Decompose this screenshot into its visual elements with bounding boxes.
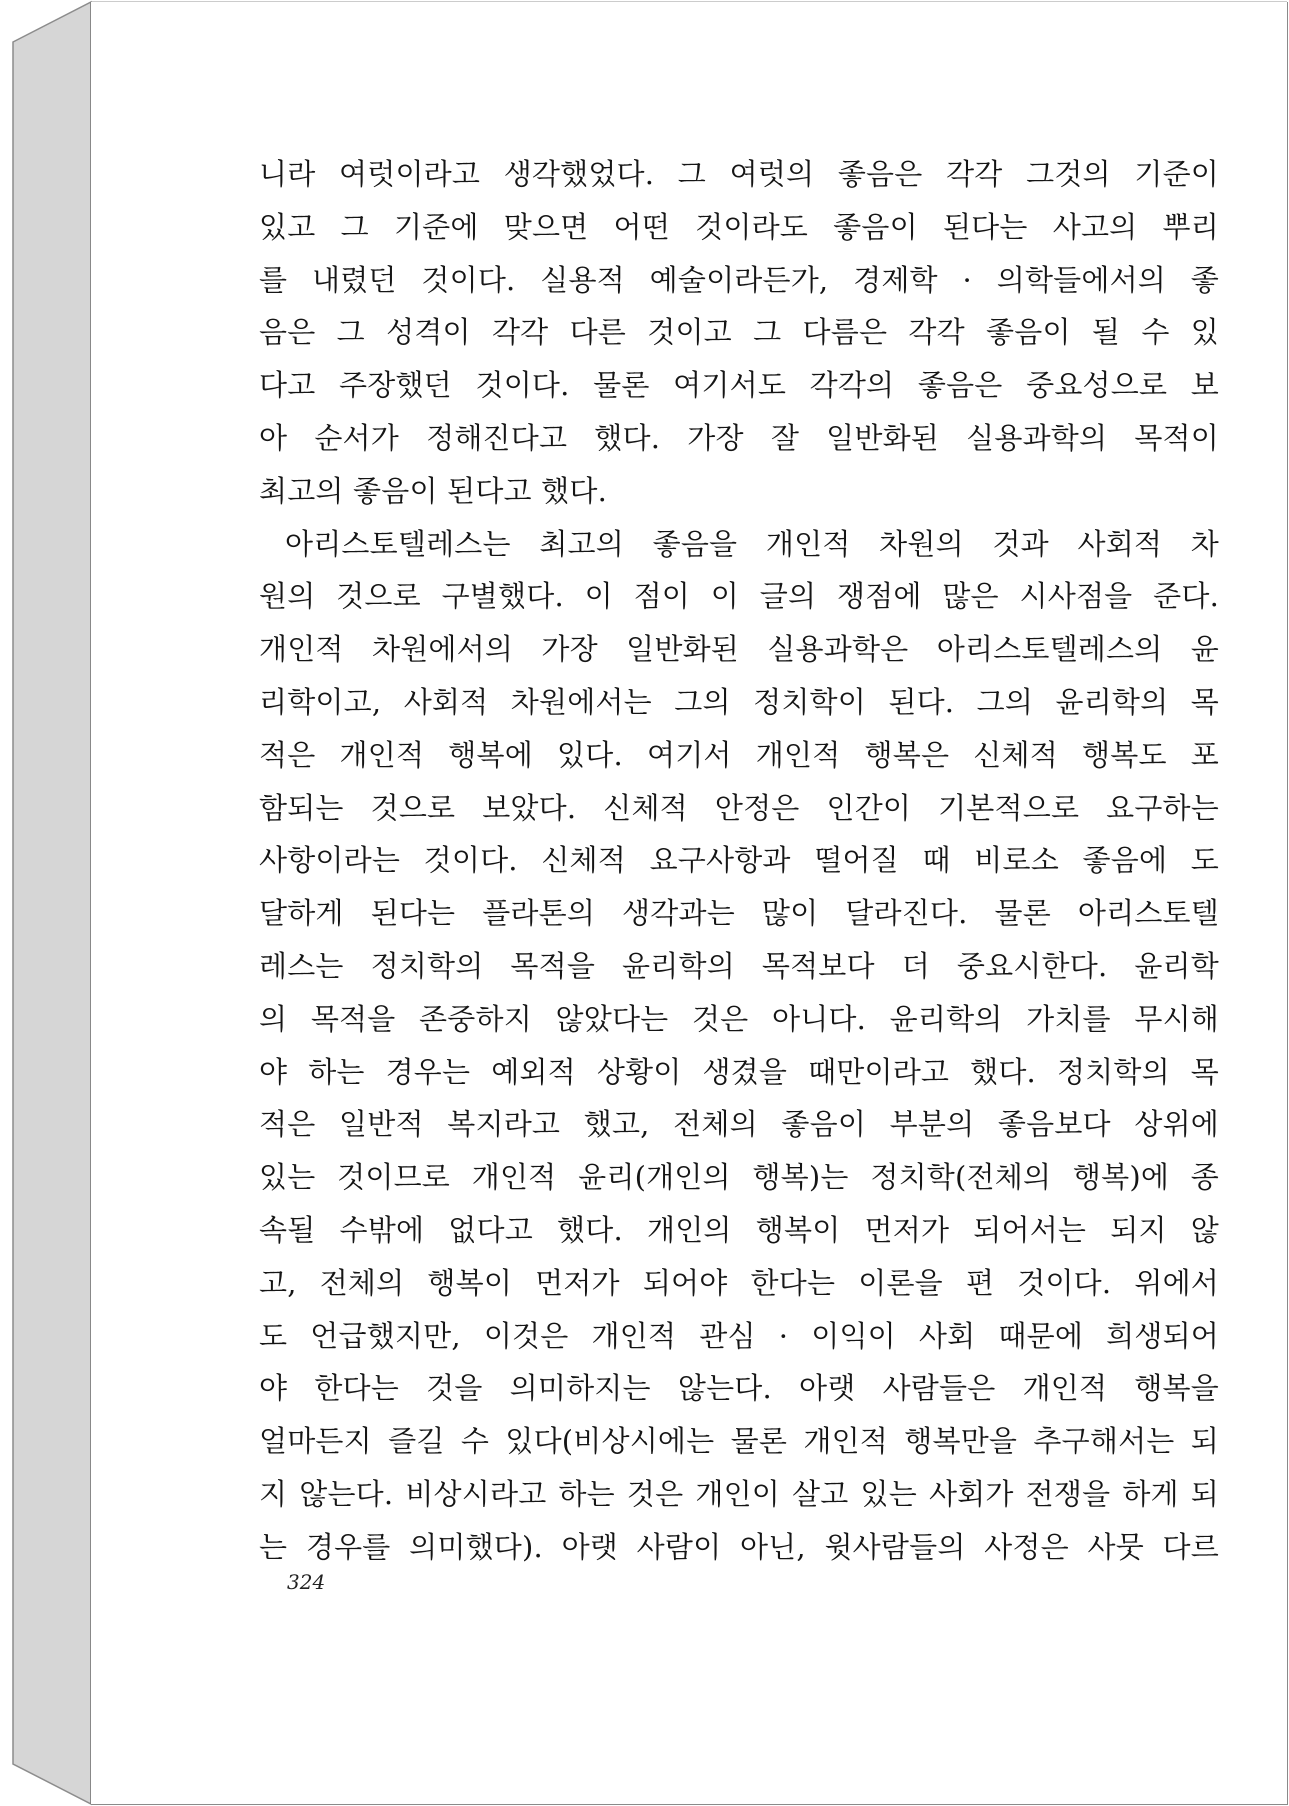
text-line: 는 경우를 의미했다). 아랫 사람이 아닌, 윗사람들의 사정은 사뭇 다르	[259, 1529, 1219, 1564]
page-number: 324	[287, 1570, 326, 1594]
text-line: 다고 주장했던 것이다. 물론 여기서도 각각의 좋음은 중요성으로 보	[259, 368, 1219, 403]
text-line: 개인적 차원에서의 가장 일반화된 실용과학은 아리스토텔레스의 윤	[259, 632, 1219, 667]
text-line: 속될 수밖에 없다고 했다. 개인의 행복이 먼저가 되어서는 되지 않	[259, 1212, 1219, 1247]
text-line: 를 내렸던 것이다. 실용적 예술이라든가, 경제학 · 의학들에서의 좋	[259, 262, 1219, 297]
text-line: 있고 그 기준에 맞으면 어떤 것이라도 좋음이 된다는 사고의 뿌리	[259, 209, 1219, 244]
text-line: 있는 것이므로 개인적 윤리(개인의 행복)는 정치학(전체의 행복)에 종	[259, 1160, 1219, 1195]
document-page	[91, 2, 1288, 1805]
text-line: 함되는 것으로 보았다. 신체적 안정은 인간이 기본적으로 요구하는	[259, 790, 1219, 825]
text-line: 아 순서가 정해진다고 했다. 가장 잘 일반화된 실용과학의 목적이	[259, 420, 1219, 455]
body-text	[259, 148, 1219, 1574]
text-line: 의 목적을 존중하지 않았다는 것은 아니다. 윤리학의 가치를 무시해	[259, 1001, 1219, 1036]
text-line: 야 하는 경우는 예외적 상황이 생겼을 때만이라고 했다. 정치학의 목	[259, 1054, 1219, 1089]
text-line: 음은 그 성격이 각각 다른 것이고 그 다름은 각각 좋음이 될 수 있	[259, 315, 1219, 350]
text-line: 달하게 된다는 플라톤의 생각과는 많이 달라진다. 물론 아리스토텔	[259, 896, 1219, 931]
text-line: 니라 여럿이라고 생각했었다. 그 여럿의 좋음은 각각 그것의 기준이	[259, 157, 1219, 191]
text-line: 야 한다는 것을 의미하지는 않는다. 아랫 사람들은 개인적 행복을	[259, 1371, 1219, 1406]
text-line: 적은 개인적 행복에 있다. 여기서 개인적 행복은 신체적 행복도 포	[259, 737, 1219, 772]
paragraph-2	[259, 518, 1219, 1574]
text-line: 아리스토텔레스는 최고의 좋음을 개인적 차원의 것과 사회적 차	[285, 526, 1219, 561]
text-line: 사항이라는 것이다. 신체적 요구사항과 떨어질 때 비로소 좋음에 도	[259, 843, 1219, 878]
text-line: 리학이고, 사회적 차원에서는 그의 정치학이 된다. 그의 윤리학의 목	[259, 684, 1219, 719]
paragraph-1	[259, 148, 1219, 518]
text-line: 적은 일반적 복지라고 했고, 전체의 좋음이 부분의 좋음보다 상위에	[259, 1107, 1219, 1142]
text-line: 최고의 좋음이 된다고 했다.	[259, 473, 608, 508]
text-line: 도 언급했지만, 이것은 개인적 관심 · 이익이 사회 때문에 희생되어	[259, 1318, 1219, 1353]
text-line: 레스는 정치학의 목적을 윤리학의 목적보다 더 중요시한다. 윤리학	[259, 948, 1219, 983]
text-line: 원의 것으로 구별했다. 이 점이 이 글의 쟁점에 많은 시사점을 준다.	[259, 579, 1219, 614]
text-line: 고, 전체의 행복이 먼저가 되어야 한다는 이론을 편 것이다. 위에서	[259, 1265, 1219, 1300]
text-line: 얼마든지 즐길 수 있다(비상시에는 물론 개인적 행복만을 추구해서는 되	[259, 1424, 1219, 1459]
text-line: 지 않는다. 비상시라고 하는 것은 개인이 살고 있는 사회가 전쟁을 하게 되	[259, 1476, 1219, 1511]
